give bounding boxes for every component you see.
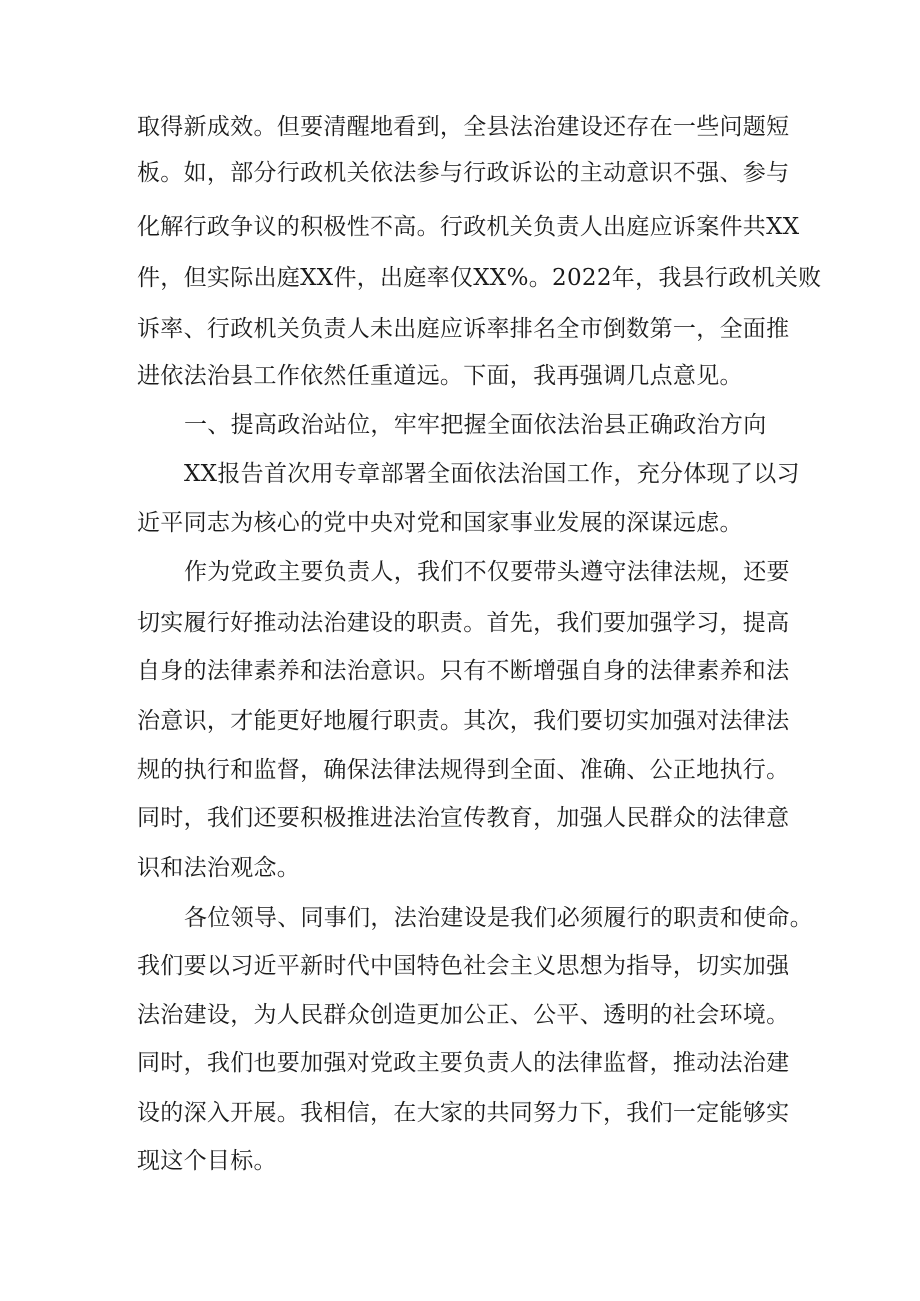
text-line: 诉率、行政机关负责人未出庭应诉率排名全市倒数第一，全面推 [137,316,790,342]
text-line: 同时，我们还要积极推进法治宣传教育，加强人民群众的法律意 [137,805,790,831]
text-line: 各位领导、同事们，法治建设是我们必须履行的职责和使命。 [184,905,814,931]
text-line: 切实履行好推动法治建设的职责。首先，我们要加强学习，提高 [137,610,790,636]
text-line: 取得新成效。但要清醒地看到，全县法治建设还存在一些问题短 [137,114,790,140]
text-line: 同时，我们也要加强对党政主要负责人的法律监督，推动法治建 [137,1050,790,1076]
text-line: 作为党政主要负责人，我们不仅要带头遵守法律法规，还要 [184,559,790,585]
text-line: 治意识，才能更好地履行职责。其次，我们要切实加强对法律法 [137,708,790,734]
text-line: 设的深入开展。我相信，在大家的共同努力下，我们一定能够实 [137,1100,790,1126]
text-line: 件，但实际出庭XX件，出庭率仅XX%。2022年，我县行政机关败 [137,265,822,291]
text-line: 进依法治县工作依然任重道远。下面，我再强调几点意见。 [137,363,743,389]
text-line: 自身的法律素养和法治意识。只有不断增强自身的法律素养和法 [137,658,790,684]
text-line: 化解行政争议的积极性不高。行政机关负责人出庭应诉案件共XX [137,214,800,240]
text-line: 法治建设，为人民群众创造更加公正、公平、透明的社会环境。 [137,1002,790,1028]
section-heading: 一、提高政治站位，牢牢把握全面依法治县正确政治方向 [184,412,767,438]
text-line: 现这个目标。 [137,1148,277,1174]
text-line: 我们要以习近平新时代中国特色社会主义思想为指导，切实加强 [137,953,790,979]
text-line: 识和法治观念。 [137,855,301,881]
text-line: XX报告首次用专章部署全面依法治国工作，充分体现了以习 [184,461,800,487]
text-line: 近平同志为核心的党中央对党和国家事业发展的深谋远虑。 [137,510,743,536]
text-line: 板。如，部分行政机关依法参与行政诉讼的主动意识不强、参与 [137,160,790,186]
text-line: 规的执行和监督，确保法律法规得到全面、准确、公正地执行。 [137,757,790,783]
